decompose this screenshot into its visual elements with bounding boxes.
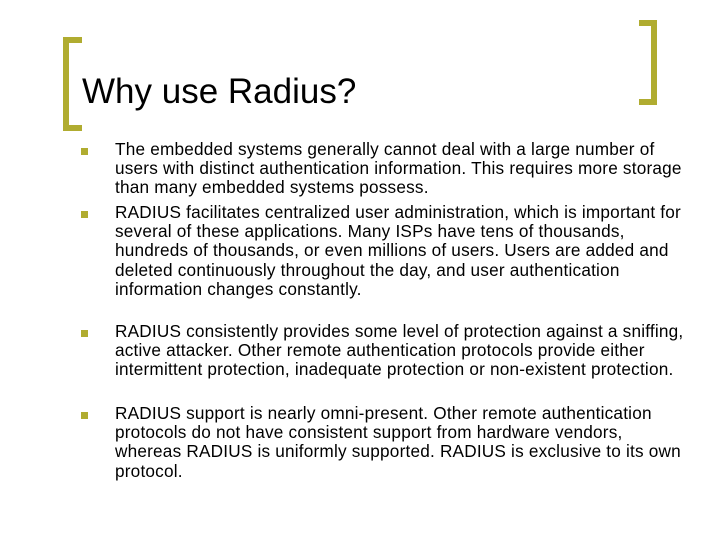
bullet-marker <box>81 330 88 337</box>
bullet-marker <box>81 148 88 155</box>
bullet-text: RADIUS facilitates centralized user administration, which is important for several of these applications. Many ISPs have tens of thousands, hundreds of thousands, or even millions of users. Users are added and deleted continuously throughout the day, and user authentication information changes constantly. <box>115 202 681 299</box>
left-bracket-vertical <box>63 37 69 131</box>
bullet-text: The embedded systems generally cannot deal with a large number of users with distinct authentication information. This requires more storage than many embedded systems possess. <box>115 139 682 198</box>
right-bracket-top <box>639 20 657 26</box>
right-bracket-bottom <box>639 99 657 105</box>
left-bracket-top <box>63 37 82 43</box>
left-bracket-bottom <box>63 125 82 131</box>
right-bracket-vertical <box>651 20 657 105</box>
bullet-text: RADIUS consistently provides some level of protection against a sniffing, active attacker. Other remote authentication protocols provide either intermittent protection, inadequate protection or non-existent protection. <box>115 321 684 380</box>
bullet-marker <box>81 412 88 419</box>
slide-title: Why use Radius? <box>82 72 357 111</box>
bullet-marker <box>81 211 88 218</box>
bullet-text: RADIUS support is nearly omni-present. Other remote authentication protocols do not have consistent support from hardware vendors, whereas RADIUS is uniformly supported. RADIUS is exclusive to its own protocol. <box>115 403 681 481</box>
